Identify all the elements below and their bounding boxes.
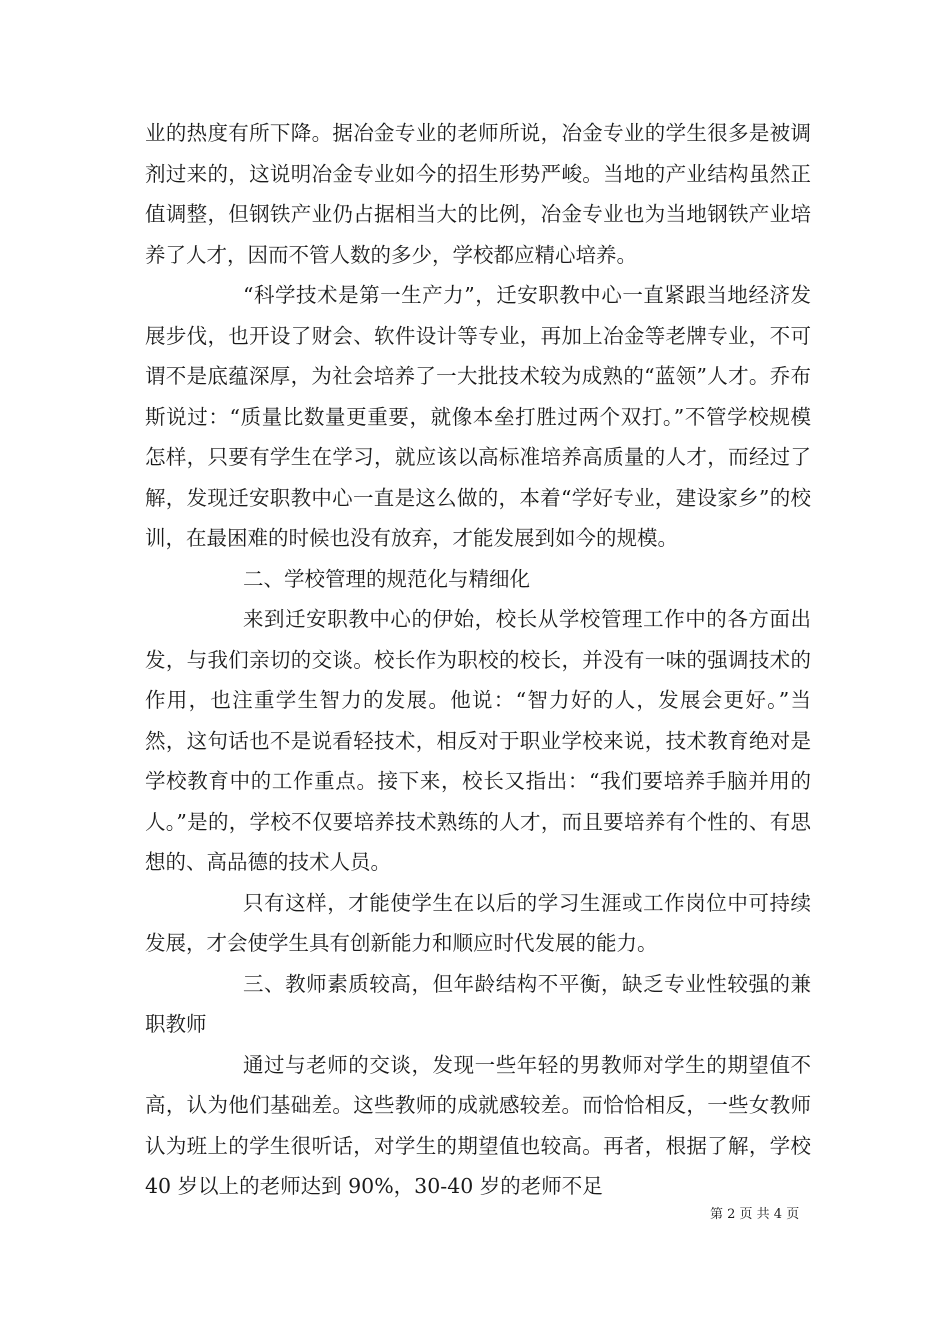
paragraph-1: 业的热度有所下降。据冶金专业的老师所说，冶金专业的学生很多是被调剂过来的，这说明冶金专业如今的招生形势严峻。当地的产业结构虽然正值调整，但钢铁产业仍占据相当大的比例，冶金专业也为当地钢铁产业培养了人才，因而不管人数的多少，学校都应精心培养。 [145, 121, 811, 267]
section-heading-3: 三、教师素质较高，但年龄结构不平衡，缺乏专业性较强的兼职教师 [145, 971, 811, 1036]
paragraph-2: “科学技术是第一生产力”，迁安职教中心一直紧跟当地经济发展步伐，也开设了财会、软件设计等专业，再加上冶金等老牌专业，不可谓不是底蕴深厚，为社会培养了一大批技术较为成熟的“蓝领”人才。乔布斯说过：“质量比数量更重要，就像本垒打胜过两个双打。”不管学校规模怎样，只要有学生在学习，就应该以高标准培养高质量的人才，而经过了解，发现迁安职教中心一直是这么做的，本着“学好专业，建设家乡”的校训，在最困难的时候也没有放弃，才能发展到如今的规模。 [145, 283, 811, 550]
document-body [145, 113, 811, 1207]
page-number-footer: 第 2 页 共 4 页 [710, 1207, 800, 1222]
paragraph-5: 通过与老师的交谈，发现一些年轻的男教师对学生的期望值不高，认为他们基础差。这些教师的成就感较差。而恰恰相反，一些女教师认为班上的学生很听话，对学生的期望值也较高。再者，根据了解，学校 40 岁以上的老师达到 90%，30-40 岁的老师不足 [145, 1052, 811, 1198]
section-heading-2: 二、学校管理的规范化与精细化 [243, 566, 530, 591]
paragraph-3: 来到迁安职教中心的伊始，校长从学校管理工作中的各方面出发，与我们亲切的交谈。校长作为职校的校长，并没有一味的强调技术的作用，也注重学生智力的发展。他说：“智力好的人，发展会更好。”当然，这句话也不是说看轻技术，相反对于职业学校来说，技术教育绝对是学校教育中的工作重点。接下来，校长又指出：“我们要培养手脑并用的人。”是的，学校不仅要培养技术熟练的人才，而且要培养有个性的、有思想的、高品德的技术人员。 [145, 607, 811, 874]
paragraph-4: 只有这样，才能使学生在以后的学习生涯或工作岗位中可持续发展，才会使学生具有创新能力和顺应时代发展的能力。 [145, 890, 811, 955]
